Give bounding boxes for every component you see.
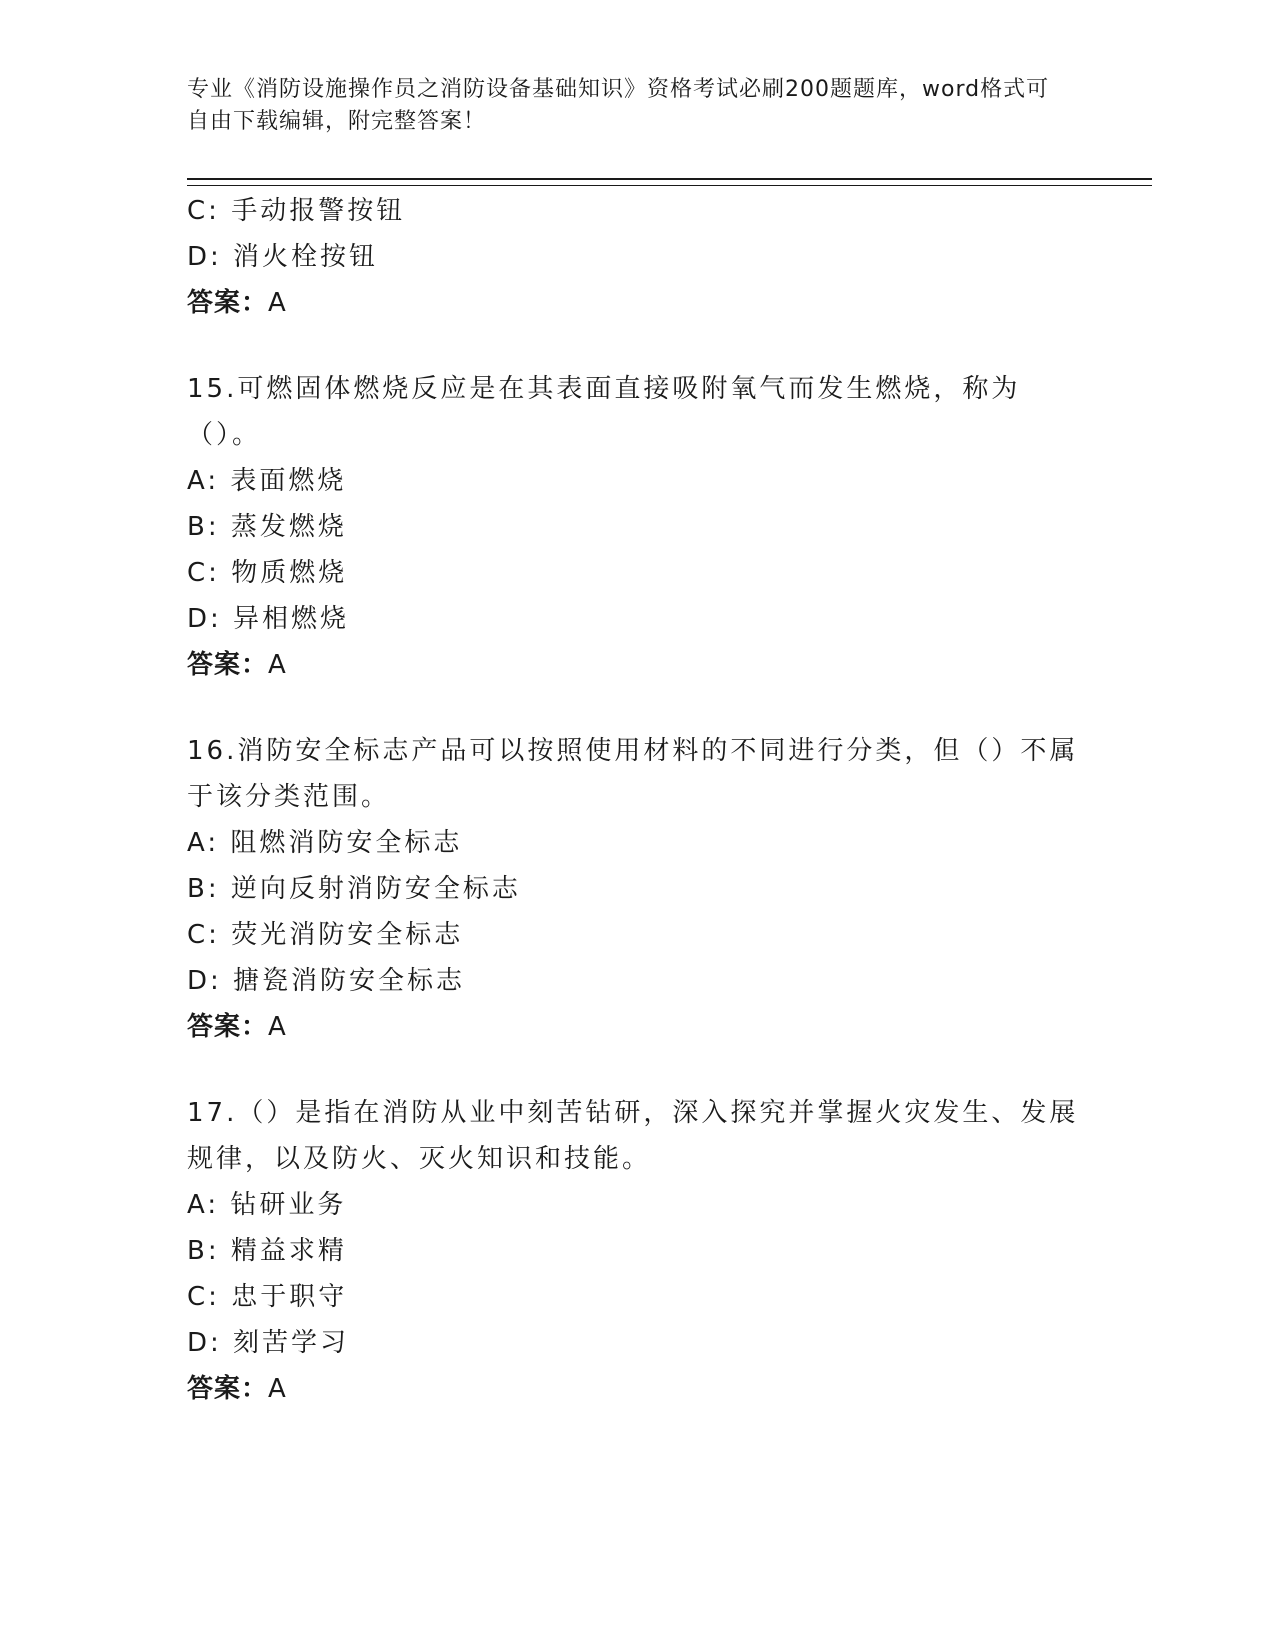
- option-text: 搪瓷消防安全标志: [233, 966, 466, 996]
- option-label: D:: [187, 242, 222, 272]
- answer-value: A: [268, 288, 287, 318]
- option-text: 表面燃烧: [230, 466, 347, 496]
- answer-line: [187, 1366, 1087, 1412]
- option-text: 刻苦学习: [233, 1328, 350, 1358]
- question-stem: 15.可燃固体燃烧反应是在其表面直接吸附氧气而发生燃烧，称为（）。: [187, 374, 1021, 450]
- option-c: [187, 912, 1087, 958]
- answer-value: A: [268, 1012, 287, 1042]
- answer-label: 答案：: [187, 650, 269, 680]
- option-a: [187, 458, 1087, 504]
- option-c: [187, 188, 1087, 234]
- question-stem: 16.消防安全标志产品可以按照使用材料的不同进行分类，但（）不属于该分类范围。: [187, 736, 1079, 812]
- option-text: 荧光消防安全标志: [231, 920, 464, 950]
- option-c: [187, 1274, 1087, 1320]
- option-label: B:: [187, 512, 220, 542]
- option-text: 阻燃消防安全标志: [230, 828, 463, 858]
- option-label: C:: [187, 1282, 220, 1312]
- question-content: [187, 188, 1087, 1412]
- option-text: 逆向反射消防安全标志: [230, 874, 521, 904]
- question-17: [187, 1090, 1087, 1412]
- carryover-question: [187, 188, 1087, 326]
- option-b: [187, 1228, 1087, 1274]
- option-a: [187, 820, 1087, 866]
- option-b: [187, 866, 1087, 912]
- page-title: 专业《消防设施操作员之消防设备基础知识》资格考试必刷200题题库，word格式可自由下载编辑，附完整答案！: [187, 77, 1050, 134]
- option-b: [187, 504, 1087, 550]
- answer-line: [187, 280, 1087, 326]
- option-text: 钻研业务: [230, 1190, 347, 1220]
- option-text: 蒸发燃烧: [230, 512, 347, 542]
- option-label: D:: [187, 966, 222, 996]
- question-stem: 17.（）是指在消防从业中刻苦钻研，深入探究并掌握火灾发生、发展规律，以及防火、灭火知识和技能。: [187, 1098, 1079, 1174]
- answer-line: [187, 1004, 1087, 1050]
- option-text: 忠于职守: [231, 1282, 348, 1312]
- option-label: A:: [187, 828, 220, 858]
- option-d: [187, 1320, 1087, 1366]
- answer-label: 答案：: [187, 1374, 269, 1404]
- answer-line: [187, 642, 1087, 688]
- answer-value: A: [268, 650, 287, 680]
- option-a: [187, 1182, 1087, 1228]
- option-label: D:: [187, 1328, 222, 1358]
- option-text: 精益求精: [230, 1236, 347, 1266]
- option-text: 手动报警按钮: [231, 196, 406, 226]
- option-label: C:: [187, 196, 220, 226]
- option-label: A:: [187, 1190, 220, 1220]
- option-text: 消火栓按钮: [233, 242, 379, 272]
- option-label: B:: [187, 1236, 220, 1266]
- option-label: C:: [187, 558, 220, 588]
- option-d: [187, 596, 1087, 642]
- option-label: A:: [187, 466, 220, 496]
- question-16: [187, 728, 1087, 1050]
- answer-label: 答案：: [187, 288, 269, 318]
- answer-label: 答案：: [187, 1012, 269, 1042]
- option-text: 物质燃烧: [231, 558, 348, 588]
- answer-value: A: [268, 1374, 287, 1404]
- option-text: 异相燃烧: [233, 604, 350, 634]
- option-d: [187, 234, 1087, 280]
- option-label: D:: [187, 604, 222, 634]
- option-label: C:: [187, 920, 220, 950]
- option-c: [187, 550, 1087, 596]
- header-divider: [187, 178, 1152, 186]
- option-label: B:: [187, 874, 220, 904]
- option-d: [187, 958, 1087, 1004]
- question-15: [187, 366, 1087, 688]
